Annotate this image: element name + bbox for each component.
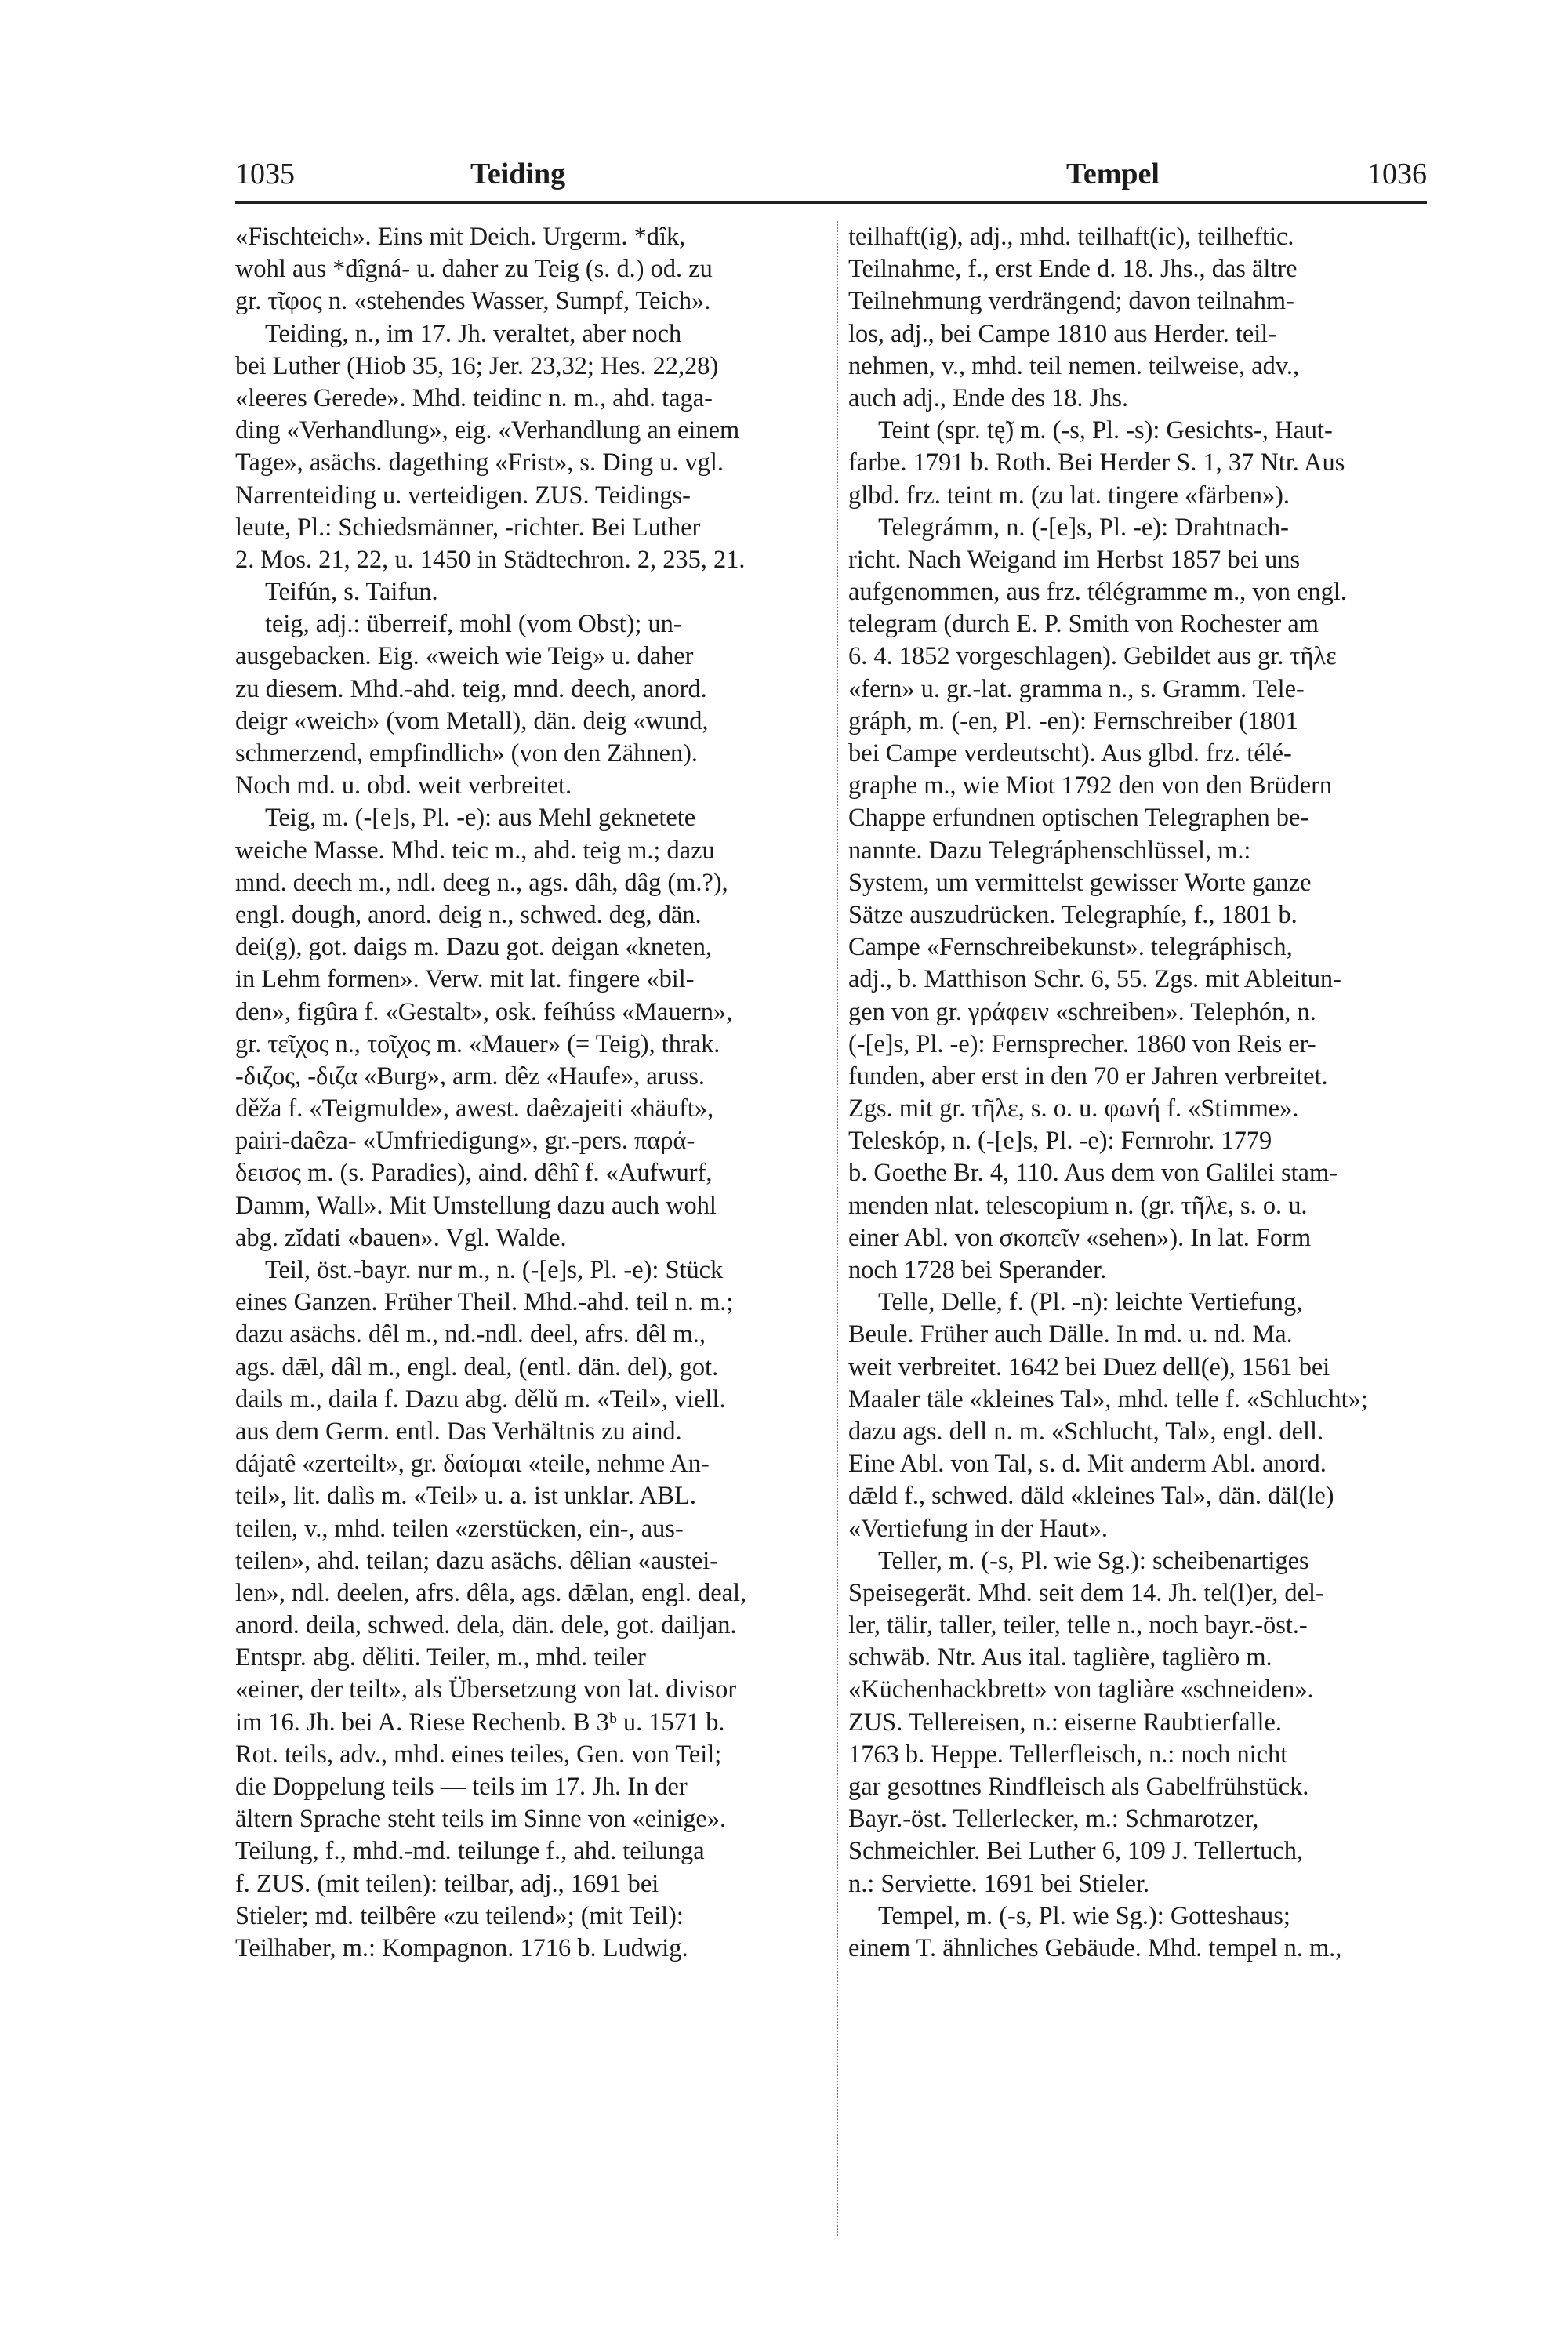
text-line: Stieler; md. teilbêre «zu teilend»; (mit Teil): [235,1901,684,1930]
text-line: schmerzend, empfindlich» (von den Zähnen). [235,739,699,768]
text-line: 6. 4. 1852 vorgeschlagen). Gebildet aus gr. τῆλε [848,642,1337,671]
text-line: bei Campe verdeutscht). Aus glbd. frz. télé- [848,739,1292,768]
text-line: nehmen, v., mhd. teil nemen. teilweise, adv., [848,351,1300,380]
text-line: farbe. 1791 b. Roth. Bei Herder S. 1, 37 Ntr. Aus [848,448,1345,477]
text-line: aufgenommen, aus frz. télégramme m., von engl. [848,578,1347,607]
text-line: System, um vermittelst gewisser Worte ganze [848,868,1312,897]
header-keyword-left: Teiding [470,158,566,191]
text-line: nannte. Dazu Telegráphenschlüssel, m.: [848,836,1251,865]
text-line: den», figûra f. «Gestalt», osk. feíhúss «Mauern», [235,997,733,1026]
text-line: Teifún, s. Taifun. [265,578,438,607]
text-line: teil», lit. dalìs m. «Teil» u. a. ist unklar. ABL. [235,1482,696,1511]
text-line: glbd. frz. teint m. (zu lat. tingere «färben»). [848,481,1290,510]
text-line: dazu ags. dell n. m. «Schlucht, Tal», engl. dell. [848,1417,1324,1446]
text-line: 2. Mos. 21, 22, u. 1450 in Städtechron. 2, 235, 21. [235,545,746,574]
text-line: mnd. deech m., ndl. deeg n., ags. dâh, dâg (m.?), [235,868,728,897]
header-keyword-right: Tempel [1066,158,1160,191]
text-line: Teleskóp, n. (-[e]s, Pl. -e): Fernrohr. 1779 [848,1127,1272,1156]
text-line: Campe «Fernschreibekunst». telegráphisch, [848,933,1293,962]
text-line: teilen, v., mhd. teilen «zerstücken, ein-, aus- [235,1514,684,1543]
text-line: engl. dough, anord. deig n., schwed. deg, dän. [235,900,702,929]
text-line: aus dem Germ. entl. Das Verhältnis zu aind. [235,1417,682,1446]
text-line: ler, tälir, taller, teiler, telle n., noch bayr.-öst.- [848,1611,1308,1640]
text-line: 1763 b. Heppe. Tellerfleisch, n.: noch nicht [848,1740,1288,1769]
text-line: Teller, m. (-s, Pl. wie Sg.): scheibenartiges [878,1546,1309,1575]
text-line: Chappe erfundnen optischen Telegraphen be- [848,804,1309,833]
text-line: wohl aus *dîgná- u. daher zu Teig (s. d.) od. zu [235,255,713,284]
right-column [848,221,1438,2275]
text-line: noch 1728 bei Sperander. [848,1256,1107,1284]
text-line: in Lehm formen». Verw. mit lat. fingere «bil- [235,965,695,994]
text-line: Noch md. u. obd. weit verbreitet. [235,771,572,800]
text-line: -διζος, -διζα «Burg», arm. dêz «Haufe», aruss. [235,1062,706,1091]
text-line: die Doppelung teils — teils im 17. Jh. In der [235,1773,688,1801]
text-line: f. ZUS. (mit teilen): teilbar, adj., 1691 bei [235,1869,659,1898]
text-line: dei(g), got. daigs m. Dazu got. deigan «kneten, [235,933,713,962]
text-line: dájatê «zerteilt», gr. δαίομαι «teile, nehme An- [235,1450,710,1479]
text-line: Bayr.-öst. Tellerlecker, m.: Schmarotzer, [848,1805,1259,1834]
text-line: gr. τεῖχος n., τοῖχος m. «Mauer» (= Teig), thrak. [235,1029,720,1058]
text-line: einer Abl. von σκοπεῖν «sehen»). In lat. Form [848,1223,1312,1252]
text-line: gar gesottnes Rindfleisch als Gabelfrühstück. [848,1773,1309,1801]
text-line: Tage», asächs. dagething «Frist», s. Ding u. vgl. [235,448,724,477]
text-line: Telegrámm, n. (-[e]s, Pl. -e): Drahtnach- [878,513,1289,542]
text-line: Teil, öst.-bayr. nur m., n. (-[e]s, Pl. -e): Stück [265,1256,724,1284]
text-line: (-[e]s, Pl. -e): Fernsprecher. 1860 von Reis er- [848,1029,1316,1058]
text-line: zu diesem. Mhd.-ahd. teig, mnd. deech, anord. [235,674,707,703]
text-line: ding «Verhandlung», eig. «Verhandlung an einem [235,416,740,445]
text-line: anord. deila, schwed. dela, dän. dele, got. dailjan. [235,1611,737,1640]
text-line: telegram (durch E. P. Smith von Rochester am [848,610,1319,639]
text-line: «Küchenhackbrett» von tagliàre «schneiden». [848,1675,1314,1704]
text-line: Teilhaber, m.: Kompagnon. 1716 b. Ludwig. [235,1933,688,1962]
text-line: Sätze auszudrücken. Telegraphíe, f., 1801 b. [848,900,1298,929]
text-line: einem T. ähnliches Gebäude. Mhd. tempel n. m., [848,1933,1342,1962]
text-line: dails m., daila f. Dazu abg. dělŭ m. «Teil», viell. [235,1385,726,1414]
text-line: δεισος m. (s. Paradies), aind. dêhî f. «Aufwurf, [235,1159,713,1188]
text-line: Narrenteiding u. verteidigen. ZUS. Teidings- [235,481,691,510]
text-line: teilhaft(ig), adj., mhd. teilhaft(ic), teilheftic. [848,223,1294,251]
text-line: Speisegerät. Mhd. seit dem 14. Jh. tel(l)er, del- [848,1578,1324,1607]
text-line: dazu asächs. dêl m., nd.-ndl. deel, afrs. dêl m., [235,1320,706,1349]
text-line: Teint (spr. tę̃) m. (-s, Pl. -s): Gesichts-, Haut- [878,416,1333,445]
text-line: teilen», ahd. teilan; dazu asächs. dêlian «austei- [235,1546,719,1575]
page-number-left: 1035 [235,158,295,191]
text-line: gráph, m. (-en, Pl. -en): Fernschreiber (1801 [848,706,1298,735]
text-line: Rot. teils, adv., mhd. eines teiles, Gen. von Teil; [235,1740,722,1769]
text-line: Teig, m. (-[e]s, Pl. -e): aus Mehl geknetete [265,804,696,833]
left-column [235,221,825,2275]
text-line: len», ndl. deelen, afrs. dêla, ags. dǣlan, engl. deal, [235,1578,747,1607]
text-line: Teiding, n., im 17. Jh. veraltet, aber noch [265,319,682,348]
text-line: ags. dǣl, dâl m., engl. deal, (entl. dän. del), got. [235,1352,719,1381]
text-line: ausgebacken. Eig. «weich wie Teig» u. daher [235,642,694,671]
text-line: abg. zĭdati «bauen». Vgl. Walde. [235,1223,567,1252]
text-line: gen von gr. γράφειν «schreiben». Telephón, n. [848,997,1316,1026]
text-line: «Fischteich». Eins mit Deich. Urgerm. *dîk, [235,223,686,251]
text-line: Eine Abl. von Tal, s. d. Mit anderm Abl. anord. [848,1450,1327,1479]
text-line: eines Ganzen. Früher Theil. Mhd.-ahd. teil n. m.; [235,1288,734,1317]
running-header [235,157,1427,198]
text-line: děža f. «Teigmulde», awest. daêzajeiti «häuft», [235,1094,714,1123]
text-line: ältern Sprache steht teils im Sinne von «einige». [235,1805,727,1834]
text-line: Beule. Früher auch Dälle. In md. u. nd. Ma. [848,1320,1293,1349]
text-line: Tempel, m. (-s, Pl. wie Sg.): Gotteshaus; [878,1901,1290,1930]
page-number-right: 1036 [1367,158,1427,191]
text-line: Zgs. mit gr. τῆλε, s. o. u. φωνή f. «Stimme». [848,1094,1299,1123]
text-line: im 16. Jh. bei A. Riese Rechenb. B 3ᵇ u. 1571 b. [235,1708,725,1737]
text-line: weiche Masse. Mhd. teic m., ahd. teig m.; dazu [235,836,715,865]
text-line: Teilung, f., mhd.-md. teilunge f., ahd. teilunga [235,1837,705,1866]
text-line: Telle, Delle, f. (Pl. -n): leichte Vertiefung, [878,1288,1303,1317]
text-line: richt. Nach Weigand im Herbst 1857 bei uns [848,545,1301,574]
column-divider [837,221,839,2236]
text-line: b. Goethe Br. 4, 110. Aus dem von Galilei stam- [848,1159,1338,1188]
text-line: adj., b. Matthison Schr. 6, 55. Zgs. mit Ableitun- [848,965,1341,994]
text-line: teig, adj.: überreif, mohl (vom Obst); un- [265,610,682,639]
text-line: dǣld f., schwed. däld «kleines Tal», dän. däl(le) [848,1482,1334,1511]
text-line: Damm, Wall». Mit Umstellung dazu auch wohl [235,1191,717,1220]
text-line: graphe m., wie Miot 1792 den von den Brüdern [848,771,1333,800]
text-line: los, adj., bei Campe 1810 aus Herder. teil- [848,319,1277,348]
header-rule [235,201,1427,204]
text-line: «Vertiefung in der Haut». [848,1514,1109,1543]
text-line: Entspr. abg. děliti. Teiler, m., mhd. teiler [235,1643,646,1672]
text-line: funden, aber erst in den 70 er Jahren verbreitet. [848,1062,1328,1091]
text-line: bei Luther (Hiob 35, 16; Jer. 23,32; Hes. 22,28) [235,351,719,380]
text-line: deigr «weich» (vom Metall), dän. deig «wund, [235,706,709,735]
text-line: Schmeichler. Bei Luther 6, 109 J. Tellertuch, [848,1837,1304,1866]
text-line: ZUS. Tellereisen, n.: eiserne Raubtierfalle. [848,1708,1282,1737]
text-line: Teilnehmung verdrängend; davon teilnahm- [848,287,1294,316]
text-line: Maaler täle «kleines Tal», mhd. telle f. «Schlucht»; [848,1385,1368,1414]
text-line: n.: Serviette. 1691 bei Stieler. [848,1869,1150,1898]
text-line: gr. τῖφος n. «stehendes Wasser, Sumpf, Teich». [235,287,711,316]
text-line: «fern» u. gr.-lat. gramma n., s. Gramm. Tele- [848,674,1305,703]
text-line: menden nlat. telescopium n. (gr. τῆλε, s. o. u. [848,1191,1308,1220]
text-line: Teilnahme, f., erst Ende d. 18. Jhs., das ältre [848,255,1298,284]
text-line: auch adj., Ende des 18. Jhs. [848,383,1129,412]
text-line: leute, Pl.: Schiedsmänner, -richter. Bei Luther [235,513,701,542]
text-line: «leeres Gerede». Mhd. teidinc n. m., ahd. taga- [235,383,713,412]
text-line: weit verbreitet. 1642 bei Duez dell(e), 1561 bei [848,1352,1330,1381]
text-line: pairi-daêza- «Umfriedigung», gr.-pers. παρά- [235,1127,695,1156]
text-line: schwäb. Ntr. Aus ital. taglière, taglièro m. [848,1643,1272,1672]
text-line: «einer, der teilt», als Übersetzung von lat. divisor [235,1675,737,1704]
